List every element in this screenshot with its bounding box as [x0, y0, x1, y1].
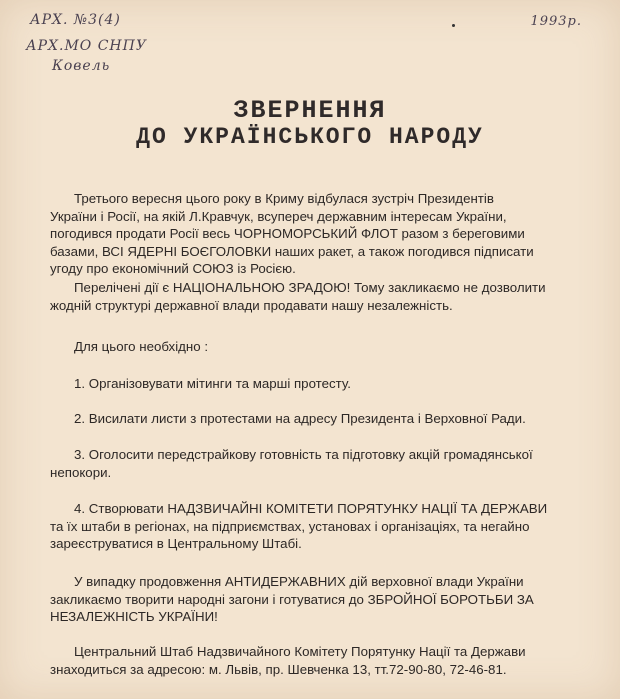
text-line: Третього вересня цього року в Криму відбулася зустріч Президентів — [74, 191, 494, 206]
text-line: 3. Оголосити передстрайкову готовність та підготовку акцій громадянської — [74, 447, 533, 462]
list-item-4 — [50, 500, 552, 553]
text-line: угоду про економічний СОЮЗ із Росією. — [50, 261, 296, 276]
text-line: 2. Висилати листи з протестами на адресу Президента і Верховної Ради. — [74, 411, 526, 426]
handwritten-archive-org: АРХ.МО СНПУ — [26, 38, 147, 54]
paragraph-2 — [50, 279, 552, 314]
text-line: знаходиться за адресою: м. Львів, пр. Шевченка 13, тт.72-90-80, 72-46-81. — [50, 661, 507, 677]
text-line: базами, ВСІ ЯДЕРНІ БОЄГОЛОВКИ наших ракет, а також погодився підписати — [50, 243, 534, 259]
text-line: жодній структурі державної влади продавати нашу незалежність. — [50, 297, 453, 313]
text-line: України і Росії, на якій Л.Кравчук, всупереч державним інтересам України, — [50, 208, 507, 224]
text-line: Для цього необхідно : — [74, 339, 209, 354]
text-line: погодився продати Росії весь ЧОРНОМОРСЬКИЙ ФЛОТ разом з береговими — [50, 226, 525, 241]
handwritten-year: 1993р. — [530, 14, 582, 29]
text-line: 1. Організовувати мітинги та марші протесту. — [74, 376, 351, 391]
text-line: закликаємо творити народні загони і готуватися до ЗБРОЙНОЇ БОРОТЬБИ ЗА — [50, 591, 534, 607]
text-line: зареєструватися в Центральному Штабі. — [50, 536, 302, 551]
list-item-1 — [74, 375, 552, 393]
ink-dot — [452, 24, 455, 27]
text-line: Перелічені дії є НАЦІОНАЛЬНОЮ ЗРАДОЮ! Тому закликаємо не дозволити — [74, 280, 546, 295]
paragraph-address — [50, 643, 552, 678]
paragraph-call-to-arms — [50, 573, 552, 626]
text-line: НЕЗАЛЕЖНІСТЬ УКРАЇНИ! — [50, 609, 218, 624]
text-line: непокори. — [50, 464, 112, 480]
list-item-2 — [74, 410, 552, 428]
text-line: У випадку продовження АНТИДЕРЖАВНИХ дій верховної влади України — [74, 574, 524, 589]
text-line: Центральний Штаб Надзвичайного Комітету Порятунку Нації та Держави — [74, 644, 526, 659]
document-title-line2: ДО УКРАЇНСЬКОГО НАРОДУ — [136, 124, 484, 150]
text-line: та їх штаби в регіонах, на підприємствах, установах і організаціях, та негайно — [50, 518, 530, 534]
document-title-line1: ЗВЕРНЕННЯ — [233, 96, 387, 125]
list-intro — [74, 338, 552, 356]
handwritten-archive-city: Ковель — [52, 58, 111, 74]
list-item-3 — [50, 446, 552, 481]
handwritten-archive-number: АРХ. №3(4) — [30, 12, 121, 28]
text-line: 4. Створювати НАДЗВИЧАЙНІ КОМІТЕТИ ПОРЯТУНКУ НАЦІЇ ТА ДЕРЖАВИ — [74, 501, 548, 516]
paragraph-1 — [50, 190, 552, 278]
